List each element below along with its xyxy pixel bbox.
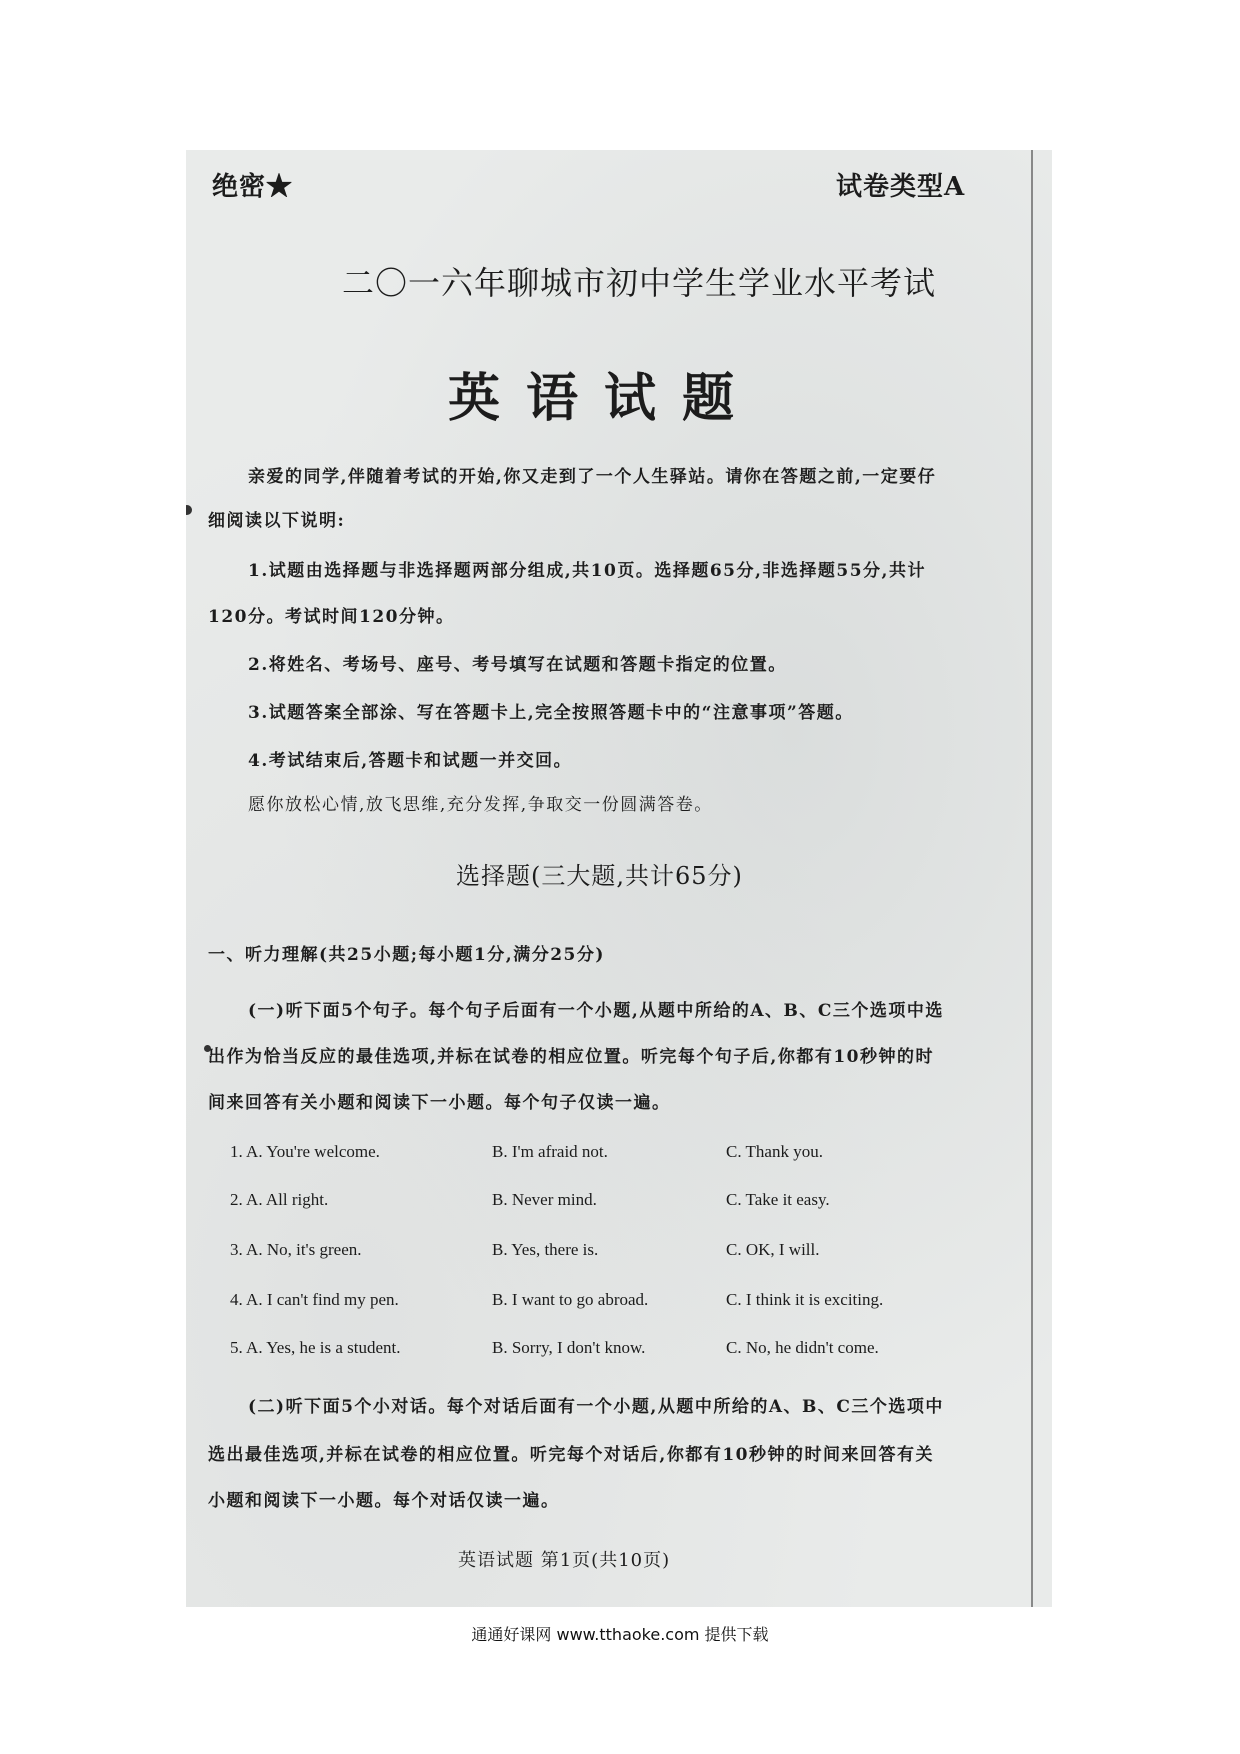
part1-sub2-instructions-cont: 小题和阅读下一小题。每个对话仅读一遍。 — [208, 1491, 560, 1511]
part1-title: 一、听力理解(共25小题;每小题1分,满分25分) — [208, 945, 605, 965]
question-4-option-b: B. I want to go abroad. — [492, 1290, 649, 1309]
intro-greeting: 亲爱的同学,伴随着考试的开始,你又走到了一个人生驿站。请你在答题之前,一定要仔 — [248, 467, 937, 487]
part1-sub1-instructions-cont: 间来回答有关小题和阅读下一小题。每个句子仅读一遍。 — [208, 1093, 671, 1113]
question-2-option-b: B. Never mind. — [492, 1190, 597, 1209]
paper-type: 试卷类型A — [836, 172, 966, 202]
question-3-option-a: 3. A. No, it's green. — [230, 1240, 362, 1259]
confidential-mark: 绝密★ — [212, 172, 294, 202]
good-luck-wish: 愿你放松心情,放飞思维,充分发挥,争取交一份圆满答卷。 — [248, 795, 713, 815]
question-3-option-b: B. Yes, there is. — [492, 1240, 599, 1259]
instruction-1: 1.试题由选择题与非选择题两部分组成,共10页。选择题65分,非选择题55分,共计 — [248, 561, 926, 581]
instruction-3: 3.试题答案全部涂、写在答题卡上,完全按照答题卡中的“注意事项”答题。 — [248, 703, 854, 723]
binding-hole-mark — [186, 505, 192, 515]
question-5-option-c: C. No, he didn't come. — [726, 1338, 879, 1357]
question-1-option-c: C. Thank you. — [726, 1142, 823, 1161]
question-3-option-c: C. OK, I will. — [726, 1240, 820, 1259]
question-5-option-a: 5. A. Yes, he is a student. — [230, 1338, 401, 1357]
question-4-option-c: C. I think it is exciting. — [726, 1290, 884, 1309]
instruction-1-cont: 120分。考试时间120分钟。 — [208, 607, 455, 627]
instruction-2: 2.将姓名、考场号、座号、考号填写在试题和答题卡指定的位置。 — [248, 655, 787, 675]
question-4-option-a: 4. A. I can't find my pen. — [230, 1290, 399, 1309]
page-edge-line — [1031, 150, 1033, 1607]
question-5-option-b: B. Sorry, I don't know. — [492, 1338, 646, 1357]
scanned-exam-page — [186, 150, 1052, 1607]
part1-sub2-instructions: (二)听下面5个小对话。每个对话后面有一个小题,从题中所给的A、B、C三个选项中 — [248, 1397, 944, 1417]
part1-sub1-instructions: (一)听下面5个句子。每个句子后面有一个小题,从题中所给的A、B、C三个选项中选 — [248, 1001, 944, 1021]
exam-title: 二〇一六年聊城市初中学生学业水平考试 — [342, 264, 937, 302]
question-2-option-c: C. Take it easy. — [726, 1190, 830, 1209]
intro-greeting-cont: 细阅读以下说明: — [208, 511, 346, 531]
question-2-option-a: 2. A. All right. — [230, 1190, 329, 1209]
instruction-4: 4.考试结束后,答题卡和试题一并交回。 — [248, 751, 573, 771]
question-1-option-a: 1. A. You're welcome. — [230, 1142, 380, 1161]
part1-sub1-instructions-cont: 出作为恰当反应的最佳选项,并标在试卷的相应位置。听完每个句子后,你都有10秒钟的时 — [208, 1047, 934, 1067]
question-1-option-b: B. I'm afraid not. — [492, 1142, 608, 1161]
page-number-footer: 英语试题 第1页(共10页) — [458, 1550, 671, 1571]
download-site-footer: 通通好课网 www.tthaoke.com 提供下载 — [471, 1625, 769, 1644]
section-title: 选择题(三大题,共计65分) — [456, 862, 743, 890]
part1-sub2-instructions-cont: 选出最佳选项,并标在试卷的相应位置。听完每个对话后,你都有10秒钟的时间来回答有关 — [208, 1445, 934, 1465]
subject-title: 英语试题 — [448, 368, 761, 429]
